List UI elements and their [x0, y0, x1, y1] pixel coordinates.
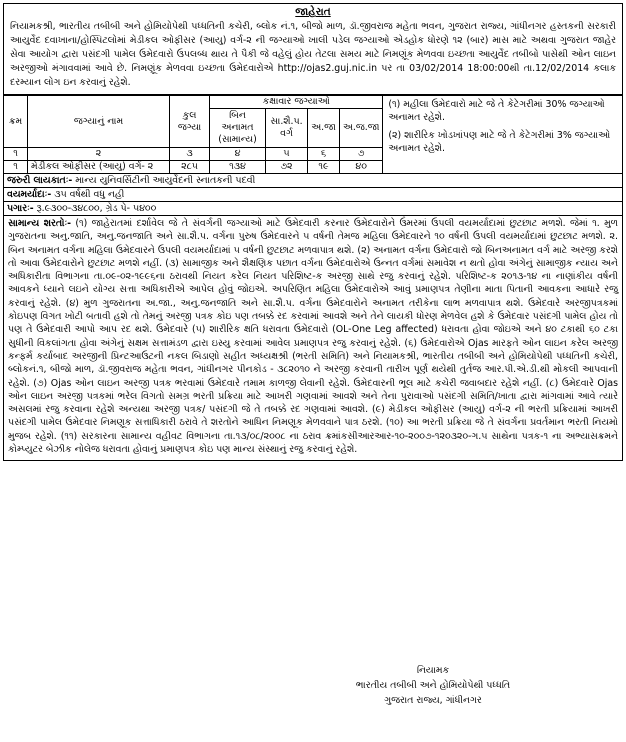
- col-header-total: કુલ જગ્યા: [170, 96, 210, 148]
- col-header-post: જગ્યાનું નામ: [28, 96, 170, 148]
- qualification-label: જરુરી લાયકાતઃ-: [7, 175, 73, 186]
- pay-label: પગારઃ-: [7, 203, 34, 214]
- table-header-row: [4, 96, 623, 109]
- table-cell: ૧: [4, 148, 28, 161]
- qualification-row: [3, 174, 623, 188]
- intro-section: [3, 3, 623, 95]
- col-header-unreserved: બિન અનામત (સામાન્ય): [210, 109, 266, 148]
- col-header-sr: ક્રમ: [4, 96, 28, 148]
- table-cell: ૪: [210, 148, 266, 161]
- col-header-sebc: સા.શૈ.પ. વર્ગ: [266, 109, 308, 148]
- advertisement-page: [3, 3, 623, 736]
- table-cell: ૬: [308, 148, 340, 161]
- table-cell: ૨: [28, 148, 170, 161]
- row-post-name: મેડીકલ ઓફીસર (આયુ) વર્ગ- ૨: [28, 161, 170, 174]
- table-notes: [383, 96, 623, 174]
- pay-text: રૂ.૯૩૦૦-૩૪૮૦૦, ગ્રેડ પે- ૫૪૦૦: [36, 203, 157, 214]
- table-cell: ૭: [340, 148, 383, 161]
- general-conditions-label: સામાન્ય શરતોઃ-: [8, 218, 72, 229]
- row-st: ૪૦: [340, 161, 383, 174]
- row-sc: ૧૯: [308, 161, 340, 174]
- signature-title: નિયામક: [416, 665, 450, 676]
- age-limit-label: વયમર્યાદાઃ-: [7, 189, 52, 200]
- col-header-st: અ.જ.જા: [340, 109, 383, 148]
- col-header-sc: અ.જા: [308, 109, 340, 148]
- table-cell: ૫: [266, 148, 308, 161]
- pay-row: [3, 202, 623, 216]
- vacancy-table: [3, 95, 623, 174]
- signature-block: [333, 663, 533, 708]
- col-header-category: કક્ષાવાર જગ્યાઓ: [210, 96, 383, 109]
- general-conditions-text: (૧) જાહેરાતમાં દર્શાવેલ જે તે સંવર્ગની જગ્યાઓ માટે ઉમેદવારી કરનાર ઉમેદવારોને ઉંમરમાં ઉપલી વયમર્યાદામાં છુટછાટ મળશે. જેમાં ૧. મુળ ગુજરાતના અનુ.જાતિ, અનુ.જનજાતિ અને સા.શૈ.પ. વર્ગના પુરુષ ઉમેદવારને ૫ વર્ષની તેમજ મહિલા ઉમેદવારને ૧૦ વર્ષની ઉપલી વયમર્યાદામાં છુટછાટ મળશે. ૨. બિન અનામત વર્ગના મહિલા ઉમેદવારને ઉપલી વયમર્યાદામાં ૫ વર્ષની છુટછાટ મળવાપાત્ર થશે. (૨) અનામત વર્ગના ઉમેદવારો જો બિનઅનામત વર્ગ માટે અરજી કરશે તો આવા ઉમેદવારોને છુટછાટ મળશે નહીં. (૩) સામાજીક અને શૈક્ષણિક પછાત વર્ગના ઉમેદવારોએ ઉન્નત વર્ગમાં સમાવેશ ન થતો હોવા અંગેનું સામાજીક ન્યાય અને અધિકારીતા વિભાગના તા.૦૯-૦૨-૧૯૯૬ના ઠરાવથી નિયત કરેલ નિયત પરિશિષ્ટ-ક અરજી સાથે રજુ કરવાનું રહેશે. પરિશિષ્ટ-ક ૨૦૧૩-૧૪ ના નાણાંકીય વર્ષની આવકને ધ્યાને લઇને યોગ્ય સત્તા અધિકારીએ આપેલ હોવું જોઇએ. અપરિણિત મહિલા ઉમેદવારોએ આવું પ્રમાણપત્ર તેણીના માતા પિતાની આવકના આધારે રજુ કરવાનું રહેશે. (૪) મુળ ગુજરાતના અ.જા., અનુ.જનજાતિ અને સા.શૈ.પ. વર્ગના ઉમેદવારોને અનામત તરીકેના લાભ મળવાપાત્ર થશે. ઉમેદવારે અરજીપત્રકમાં કોઇપણ વિગત ખોટી બતાવી હશે તો તેમનું અરજી પત્રક કોઇ પણ તબક્કે રદ કરવામાં આવશે અને તેને લાયકી ધોરણ મેળવેલ હશે કે ઉમેદવાર પસંદગી પામેલ હોય તો પણ તે ઉમેદવારી આપો આપ રદ થશે. ઉમેદવારે (૫) શારીરિક ક્ષતિ ધરાવતા ઉમેદવારો (OL-One Leg affected) ધરાવતા હોવા જોઇએ અને ૪૦ ટકાથી ૬૦ ટકા સુધીની વિકલાંગતા હોવા અંગેનું સક્ષમ સત્તામંડળ દ્વારા ઇસ્યુ કરવામાં આવેલ પ્રમાણપત્ર રજુ કરવાનું રહેશે. (૬) ઉમેદવારોએ Ojas મારફતે ઓન લાઇન કરેલ અરજી કન્ફર્મ કર્યાબાદ અરજીની પ્રિન્ટઆઉટની નકલ બિડાણો સહીત અધ્યક્ષશ્રી (ભરતી સમિતિ) અને નિયામકશ્રી, ભારતીય તબીબી અને હોમિયોપેથી પધ્ધતિની કચેરી, બ્લોકનં.૧, બીજો માળ, ડૉ.જીવરાજ મહેતા ભવન, ગાંધીનગર પીનકોડ - ૩૮૨૦૧૦ ને અરજી કરવાની તારીખ પૂર્ણ થયેથી તુર્તજ આર.પી.એ.ડી.થી મોકલી આપવાની રહેશે. (૭) Ojas ઓન લાઇન અરજી પત્રક ભરવામાં ઉમેદવારે તમામ કાળજી લેવાની રહેશે. ઉમેદવારની ભૂલ માટે કચેરી જવાબદાર રહેશે નહીં. (૮) ઉમેદવારે Ojas ઓન લાઇન અરજી પત્રકમાં ભરેલ વિગતો સમગ્ર ભરતી પ્રક્રિયા માટે આખરી ગણવામાં આવશે અને તેના પુરાવાઓ પસંદગી સમિતિ/ખાતા દ્વારા માંગવામાં આવે ત્યારે અસલમાં રજુ કરવાના રહેશે અન્યથા અરજી પત્રક/ પસંદગી જે તે તબક્કે રદ ગણવામાં આવશે. (૯) મેડીકલ ઓફીસર (આયુ) વર્ગ-૨ ની ભરતી પ્રક્રિયામાં આખરી પસંદગી પામેલ ઉમેદવાર નિમણૂક સત્તાધિકારી ઠરાવે તે શરતોને આધિન નિમણૂક મેળવવાને પાત્ર ઠરશે. (૧૦) આ ભરતી પ્રક્રિયા જે તે સંવર્ગના પ્રવર્તમાન ભરતી નિયમો મુજબ રહેશે. (૧૧) સરકારના સામાન્ય વહીવટ વિભાગના તા.૧૩/૦૮/૨૦૦૮ ના ઠરાવ ક્રમાંકસીઆરઆર-૧૦-૨૦૦૭-૧૨૦૩૨૦-ગ.૫ સાથેના પત્રક-૧ ના અભ્યાસક્રમને કોમ્પ્યુટર બેઝીક નોલેજ ધરાવતા હોવાનું પ્રમાણપત્ર કોઇ પણ માન્ય સંસ્થાનું રજુ કરવાનું રહેશે.: [8, 218, 618, 456]
- row-unreserved: ૧૩૪: [210, 161, 266, 174]
- page-title: જાહેરાત: [295, 6, 331, 18]
- signature-department: ભારતીય તબીબી અને હોમિયોપેથી પધ્ધતિ: [355, 680, 511, 691]
- table-cell: ૩: [170, 148, 210, 161]
- note-disability-reservation: (૨) શારીરિક ખોડખાંપણ માટે જે તે કેટેગરીમાં 3% જગ્યાઓ અનામત રહેશે.: [388, 130, 611, 154]
- row-sebc: ૭૨: [266, 161, 308, 174]
- general-conditions: [3, 216, 623, 461]
- age-limit-text: ૩૫ વર્ષથી વધુ નહી: [54, 189, 125, 200]
- note-women-reservation: (૧) મહીલા ઉમેદવારો માટે જે તે કેટેગરીમાં 30% જગ્યાઓ અનામત રહેશે.: [388, 99, 605, 123]
- qualification-text: માન્ય યુનિવર્સિટીની આયુર્વેદની સ્નાતકની પદવી: [75, 175, 256, 186]
- age-limit-row: [3, 188, 623, 202]
- row-total: ૨૮૫: [170, 161, 210, 174]
- row-sr: ૧: [4, 161, 28, 174]
- signature-location: ગુજરાત રાજ્ય, ગાંધીનગર: [384, 695, 482, 706]
- intro-paragraph: નિયામકશ્રી, ભારતીય તબીબી અને હોમિયોપેથી પધ્ધતિની કચેરી, બ્લોક નં.૧, બીજો માળ, ડૉ.જીવરાજ મહેતા ભવન, ગુજરાત રાજ્ય, ગાંધીનગર હસ્તકની સરકારી આયુર્વેદ દવાખાના/હોસ્પિટલોમાં મેડીકલ ઓફીસર (આયુ) વર્ગ-૨ ની જગ્યાઓ ખાલી પડેલ જગ્યાઓ એડહોક ધોરણે ૧૨ (બાર) માસ માટે અથવા ગુજરાત જાહેર સેવા આયોગ દ્વારા પસંદગી પામેલ ઉમેદવારો ઉપલબ્ધ થાય તે પૈકી જે વહેલું હોય તેટલા સમય માટે નિમણૂંક મેળવવા ઇચ્છતા આયુર્વેદ તબીબો પાસેથી ઓન લાઇન અરજીઓ મંગાવવામાં આવે છે. નિમણૂંક મેળવવા ઇચ્છતા ઉમેદવારોએ http://ojas2.guj.nic.in પર તા 03/02/2014 18:00:00થી તા.12/02/2014 કલાક દરમ્યાન લોગ ઇન કરવાનું રહેશે.: [10, 21, 616, 88]
